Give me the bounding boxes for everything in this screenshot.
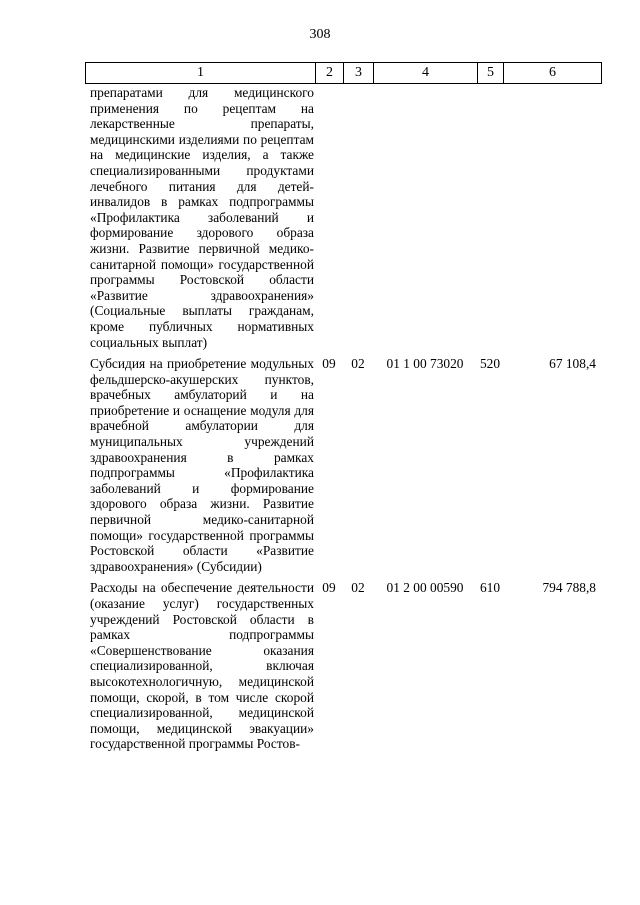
column-header-2: 2: [316, 63, 344, 84]
table-row: [85, 356, 601, 574]
row-expense-type-code: 520: [479, 356, 501, 372]
row-amount: 794 788,8: [542, 580, 596, 596]
column-header-1: 1: [86, 63, 316, 84]
row-subsection-code: 02: [351, 580, 365, 596]
row-amount: 67 108,4: [549, 356, 596, 372]
row-section-code: 09: [322, 356, 336, 372]
row-description: Расходы на обеспечение деятельности (оказание услуг) государственных учреждений Ростовской области в рамках подпрограммы «Совершенствование оказания специализированной, включая высокотехнологичную, медицинской помощи, скорой, в том числе скорой специализированной, медицинской помощи, медицинской эвакуации» государственной программы Ростов-: [90, 580, 314, 752]
row-subsection-code: 02: [351, 356, 365, 372]
row-expense-type-code: 610: [479, 580, 501, 596]
row-section-code: 09: [322, 580, 336, 596]
table-row: [85, 85, 601, 350]
row-target-article-code: 01 1 00 73020: [386, 356, 464, 372]
table-header-row: [86, 63, 602, 84]
column-header-5: 5: [478, 63, 504, 84]
column-header-3: 3: [344, 63, 374, 84]
row-target-article-code: 01 2 00 00590: [386, 580, 464, 596]
row-description: препаратами для медицинского применения по рецептам на лекарственные препараты, медицинскими изделиями по рецептам на медицинские изделия, а также специализированными продуктами лечебного питания для детей-инвалидов в рамках подпрограммы «Профилактика заболеваний и формирование здорового образа жизни. Развитие первичной медико-санитарной помощи» государственной программы Ростовской области «Развитие здравоохранения» (Социальные выплаты гражданам, кроме публичных нормативных социальных выплат): [90, 85, 314, 350]
column-header-4: 4: [374, 63, 478, 84]
table-row: [85, 580, 601, 752]
table-header: [85, 62, 602, 84]
page-number: 308: [309, 27, 331, 42]
row-description: Субсидия на приобретение модульных фельдшерско-акушерских пунктов, врачебных амбулаторий и на приобретение и оснащение модуля для врачебной амбулатории для муниципальных учреждений здравоохранения в рамках подпрограммы «Профилактика заболеваний и формирование здорового образа жизни. Развитие первичной медико-санитарной помощи» государственной программы Ростовской области «Развитие здравоохранения» (Субсидии): [90, 356, 314, 574]
column-header-6: 6: [504, 63, 602, 84]
table-body: [85, 85, 601, 752]
